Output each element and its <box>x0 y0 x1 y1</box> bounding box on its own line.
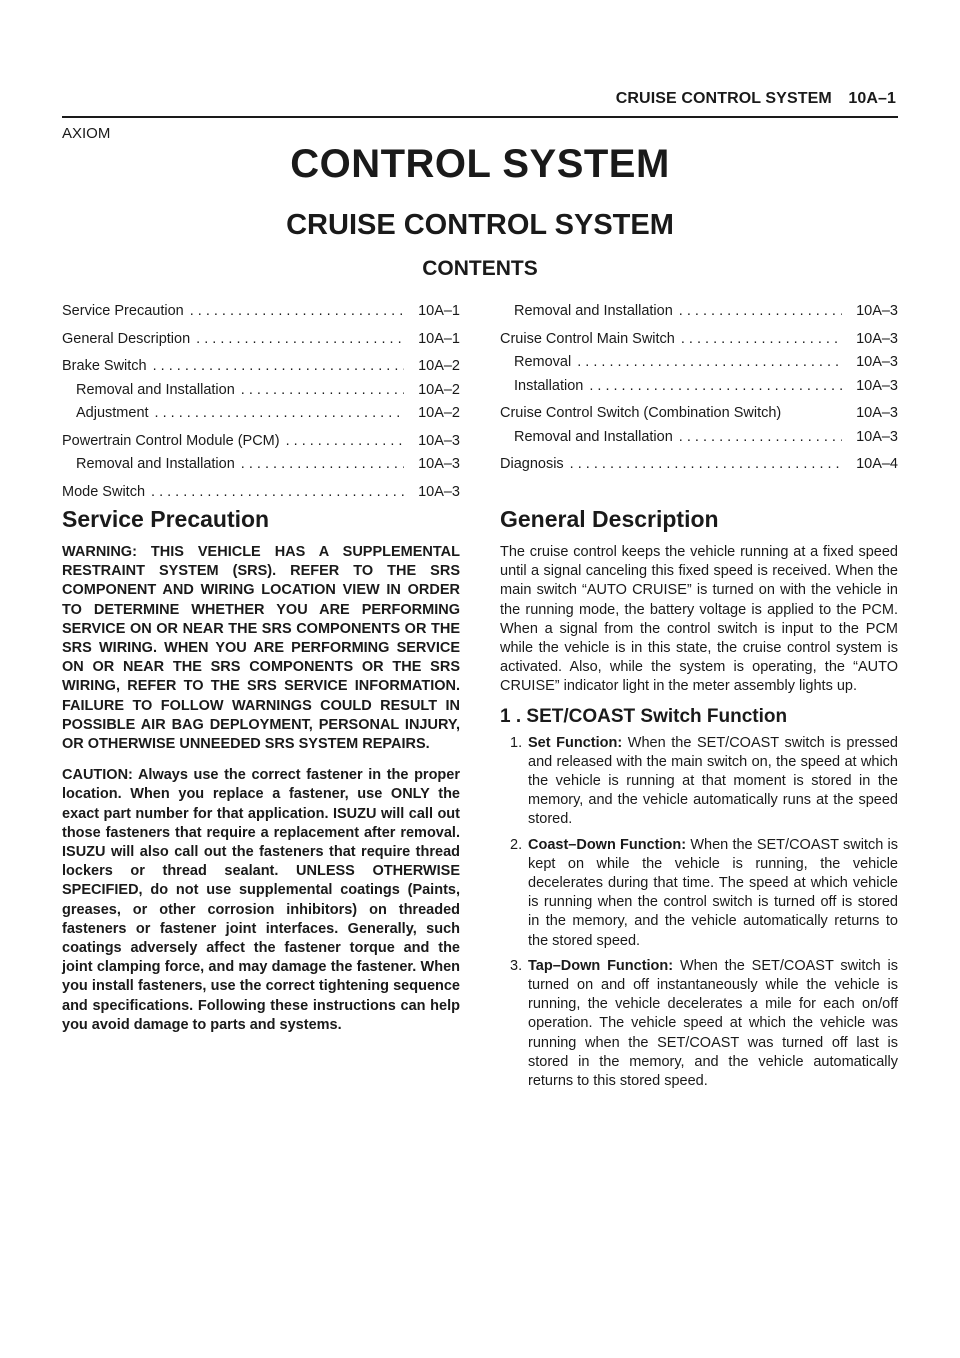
toc-right-column <box>500 303 898 480</box>
toc-entry[interactable]: Removal and Installation . . . 10A–3 <box>500 303 898 327</box>
toc-entry[interactable]: Cruise Control Main Switch . . . 10A–3 <box>500 331 898 355</box>
general-description-heading: General Description <box>500 506 719 532</box>
general-description-intro: The cruise control keeps the vehicle running at a fixed speed until a signal canceling this fixed speed is received. When the main switch “AUTO CRUISE” is turned on with the vehicle in the running mode, the battery voltage is applied to the PCM. When a signal from the control switch is input to the PCM while the vehicle is in this state, the cruise control system is activated. Also, while the system is operating, the “AUTO CRUISE” indicator light in the meter assembly lights up. <box>500 544 898 695</box>
page-title: CONTROL SYSTEM <box>290 142 670 186</box>
toc-left-column <box>62 303 460 507</box>
model-name: AXIOM <box>62 125 111 142</box>
srs-warning-text: WARNING: THIS VEHICLE HAS A SUPPLEMENTAL RESTRAINT SYSTEM (SRS). REFER TO THE SRS COMPONENT AND WIRING LOCATION VIEW IN ORDER TO DETERMINE WHETHER YOU ARE PERFORMING SERVICE ON OR NEAR THE SRS COMPONENTS OR THE SRS WIRING. WHEN YOU ARE PERFORMING SERVICE ON OR NEAR THE SRS COMPONENTS OR THE SRS WIRING, REFER TO THE SRS SERVICE INFORMATION. FAILURE TO FOLLOW WARNINGS COULD RESULT IN POSSIBLE AIR BAG DEPLOYMENT, PERSONAL INJURY, OR OTHERWISE UNNEEDED SRS SYSTEM REPAIRS. <box>62 544 460 753</box>
page-header <box>62 88 898 118</box>
toc-entry[interactable]: Brake Switch . . . 10A–2 <box>62 358 460 382</box>
toc-entry[interactable]: Removal and Installation . . . 10A–3 <box>62 456 460 480</box>
service-precaution-heading: Service Precaution <box>62 506 270 532</box>
toc-entry[interactable]: Powertrain Control Module (PCM) . . . 10A–3 <box>62 433 460 457</box>
toc-entry[interactable]: Installation . . . 10A–3 <box>500 378 898 402</box>
list-item: 1. Set Function: When the SET/COAST switch is pressed and released with the main switch on, the speed at which the vehicle is running at that moment is stored in the memory, and the vehicle automatically runs at the speed stored. <box>510 734 898 828</box>
toc-entry[interactable]: Adjustment . . . 10A–2 <box>62 405 460 429</box>
toc-entry[interactable]: Removal . . . 10A–3 <box>500 354 898 378</box>
header-section-title: CRUISE CONTROL SYSTEM <box>615 90 832 107</box>
contents-heading: CONTENTS <box>422 257 538 280</box>
list-item: 3. Tap–Down Function: When the SET/COAST switch is turned on and off instantaneously while the vehicle is running, the vehicle decelerates a mile for each on/off operation. The vehicle speed at which the vehicle was running when the SET/COAST was turned off last is stored in the memory, and the vehicle automatically returns to this stored speed. <box>510 957 898 1090</box>
toc-entry[interactable]: Cruise Control Switch (Combination Switch) 10A–3 <box>500 405 898 421</box>
set-coast-heading: 1 . SET/COAST Switch Function <box>500 705 788 727</box>
toc-entry[interactable]: Mode Switch . . . 10A–3 <box>62 484 460 508</box>
toc-entry[interactable]: Diagnosis . . . 10A–4 <box>500 456 898 480</box>
list-item: 2. Coast–Down Function: When the SET/COAST switch is kept on while the vehicle is running, the vehicle decelerates during that time. The speed at which vehicle is running when the control switch is turned off is stored in the memory, and the vehicle automatically returns to the stored speed. <box>510 836 898 949</box>
general-description-section <box>500 505 898 1097</box>
service-precaution-section <box>62 505 460 1047</box>
toc-entry[interactable]: Removal and Installation . . . 10A–2 <box>62 382 460 406</box>
toc-entry[interactable]: Removal and Installation . . . 10A–3 <box>500 429 898 453</box>
header-page-number: 10A–1 <box>848 90 896 107</box>
toc-entry[interactable]: Service Precaution . . . 10A–1 <box>62 303 460 327</box>
set-coast-function-list <box>500 734 898 1092</box>
fastener-caution-text: CAUTION: Always use the correct fastener in the proper location. When you replace a fastener, use ONLY the exact part number for that application. ISUZU will call out those fasteners that require a replacement after removal. ISUZU will also call out the fasteners that require thread lockers or thread sealant. UNLESS OTHERWISE SPECIFIED, do not use supplemental coatings (Paints, greases, or other corrosion inhibitors) on threaded fasteners or fastener joint interfaces. Generally, such coatings adversely affect the fastener torque and the joint clamping force, and may damage the fastener. When you install fasteners, use the correct tightening sequence and specifications. Following these instructions can help you avoid damage to parts and systems. <box>62 767 460 1033</box>
toc-entry[interactable]: General Description . . . 10A–1 <box>62 331 460 355</box>
page-subtitle: CRUISE CONTROL SYSTEM <box>286 209 674 241</box>
